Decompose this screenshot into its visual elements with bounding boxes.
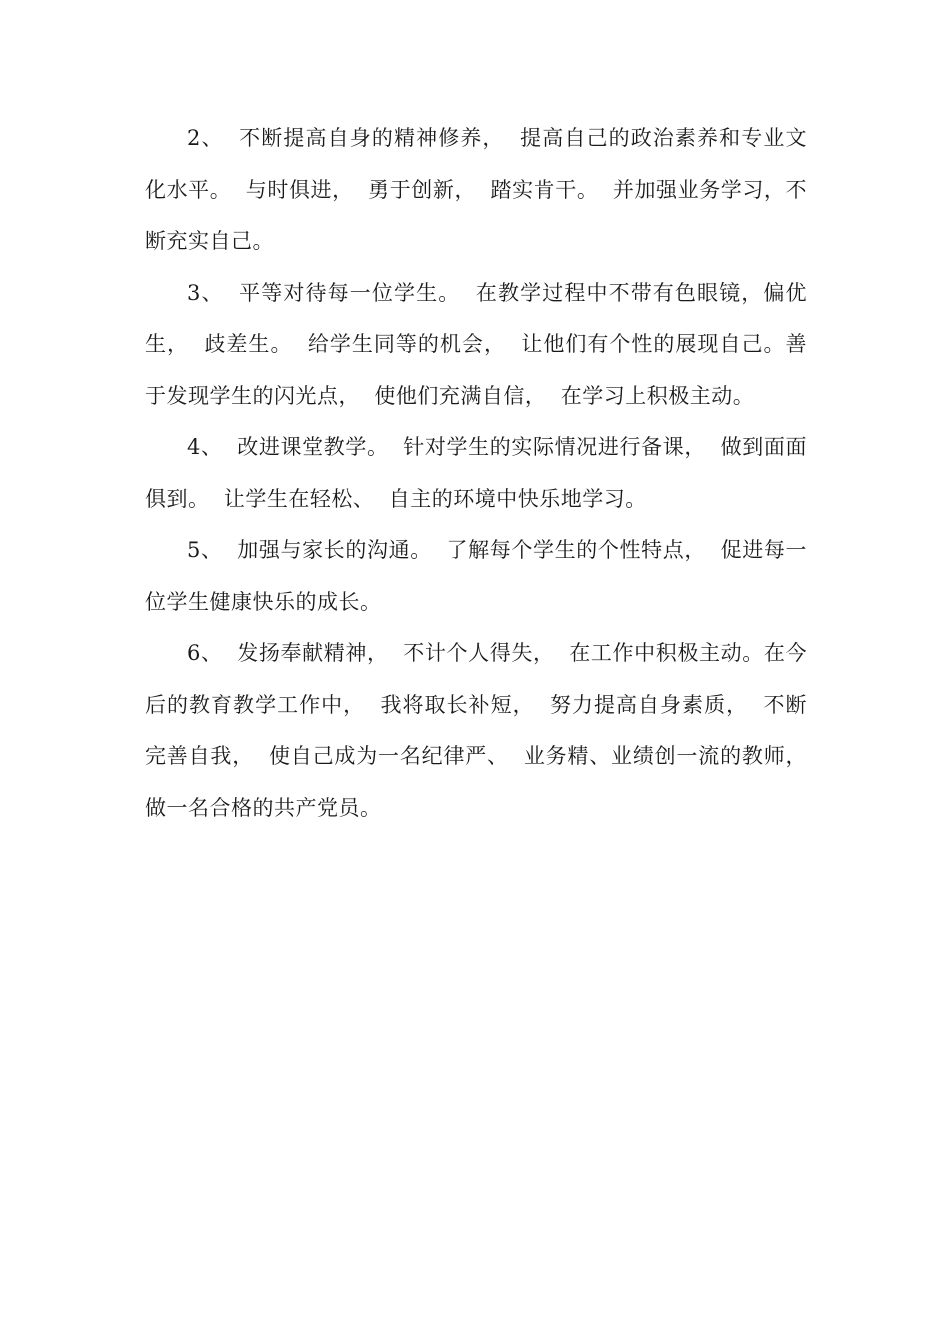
paragraph-item-6: 6、 发扬奉献精神， 不计个人得失， 在工作中积极主动。在今后的教育教学工作中， 我将取长补短， 努力提高自身素质， 不断完善自我， 使自己成为一名纪律严、 业务精、业绩创一流的教师， 做一名合格的共产党员。 — [145, 641, 822, 820]
paragraph-item-3: 3、 平等对待每一位学生。 在教学过程中不带有色眼镜，偏优生， 歧差生。 给学生同等的机会， 让他们有个性的展现自己。善于发现学生的闪光点， 使他们充满自信， 在学习上积极主动。 — [145, 280, 807, 408]
paragraph-item-4: 4、 改进课堂教学。 针对学生的实际情况进行备课， 做到面面俱到。 让学生在轻松、 自主的环境中快乐地学习。 — [145, 435, 807, 511]
paragraph-item-2: 2、 不断提高自身的精神修养， 提高自己的政治素养和专业文化水平。 与时俱进， 勇于创新， 踏实肯干。 并加强业务学习，不断充实自己。 — [145, 126, 807, 253]
document-body — [145, 113, 822, 834]
paragraph-item-5: 5、 加强与家长的沟通。 了解每个学生的个性特点， 促进每一位学生健康快乐的成长。 — [145, 538, 807, 614]
